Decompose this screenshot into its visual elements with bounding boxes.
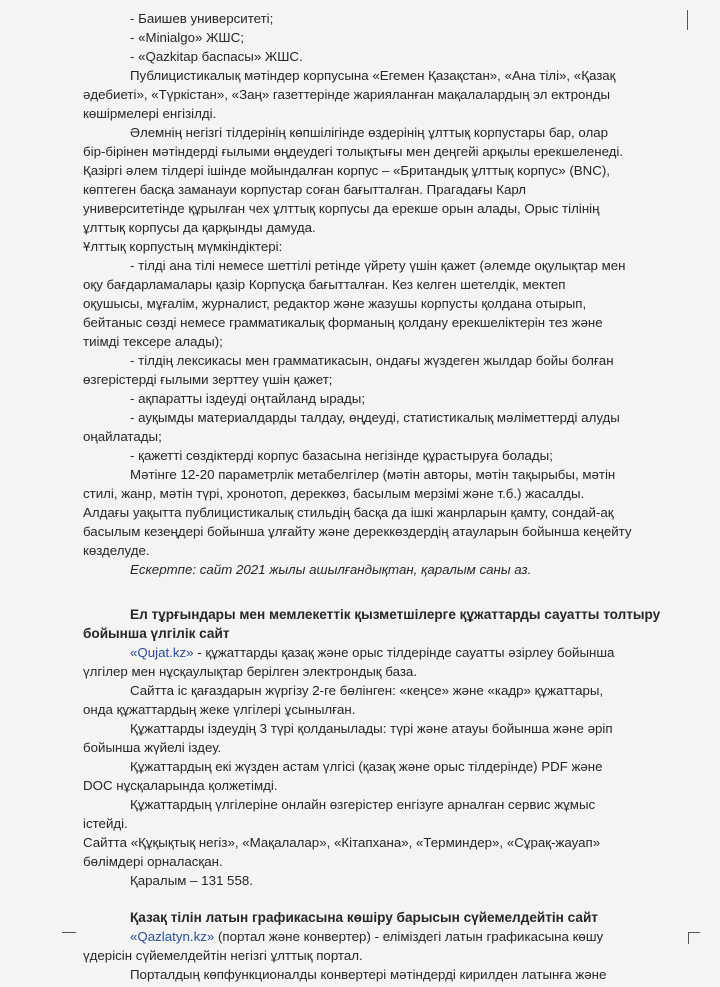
- text-line: [130, 351, 690, 370]
- line-text: үлгілер мен нұсқаулықтар берілген электрондық база.: [83, 664, 418, 679]
- line-text: Порталдың көпфункционалды конвертері мәтіндерді кирилден латынға және: [130, 967, 607, 982]
- text-line: [130, 256, 690, 275]
- line-text: Қазіргі әлем тілдері ішінде мойындалған корпус – «Британдық ұлттық корпус» (BNC),: [83, 163, 610, 178]
- line-text: Сайтта іс қағаздарын жүргізу 2-ге бөлінген: «кеңсе» және «кадр» құжаттары,: [130, 683, 604, 698]
- line-text: Ұлттық корпустың мүмкіндіктері:: [83, 239, 283, 254]
- text-line: [83, 946, 683, 965]
- text-line: [83, 427, 683, 446]
- line-text: көшірмелері енгізілді.: [83, 106, 217, 121]
- text-line: [130, 965, 690, 984]
- line-text: бөлімдері орналасқан.: [83, 854, 223, 869]
- line-text: оңайлатады;: [83, 429, 162, 444]
- line-text: Алдағы уақытта публицистикалық стильдің басқа да ішкі жанрларын қамту, сондай-ақ: [83, 505, 614, 520]
- site-link[interactable]: «Qujat.kz»: [130, 645, 194, 660]
- line-text: бойынша үлгілік сайт: [83, 626, 230, 641]
- line-text: - Баишев университеті;: [130, 11, 274, 26]
- line-text: бойынша жүйелі іздеу.: [83, 740, 222, 755]
- section-heading-line: [83, 624, 683, 643]
- site-link[interactable]: «Qazlatyn.kz»: [130, 929, 215, 944]
- line-text: - «Minialgo» ЖШС;: [130, 30, 244, 45]
- text-line: [83, 814, 683, 833]
- text-line: [83, 522, 683, 541]
- text-line: [83, 142, 683, 161]
- text-line: [130, 757, 690, 776]
- line-text: көптеген басқа заманауи корпустар соған бағытталған. Прагадағы Карл: [83, 182, 527, 197]
- text-line: [130, 871, 690, 890]
- line-text: - тілдің лексикасы мен грамматикасын, ондағы жүздеген жылдар бойы болған: [130, 353, 614, 368]
- text-line: [83, 275, 683, 294]
- text-line: [130, 28, 690, 47]
- text-line: [83, 484, 683, 503]
- line-text: бейтаныс сөзді немесе грамматикалық форманың қолдану ерекшеліктерін тез және: [83, 315, 603, 330]
- text-line: [83, 294, 683, 313]
- line-text: - құжаттарды қазақ және орыс тілдерінде сауатты әзірлеу бойынша: [193, 645, 615, 660]
- line-text: үдерісін сүйемелдейтін негізгі ұлттық портал.: [83, 948, 363, 963]
- section-heading-line: [130, 605, 690, 624]
- line-text: (портал және конвертер) - еліміздегі латын графикасына көшу: [214, 929, 604, 944]
- line-text: Ескертпе: сайт 2021 жылы ашылғандықтан, қаралым саны аз.: [130, 562, 532, 577]
- text-line: [83, 85, 683, 104]
- text-line: [83, 833, 683, 852]
- line-text: бір-бірінен мәтіндерді ғылыми өңдеудегі толықтығы мен деңгейі арқылы ерекшеленеді.: [83, 144, 624, 159]
- line-text: Ел тұрғындары мен мемлекеттік қызметшілерге құжаттарды сауатты толтыру: [130, 607, 661, 622]
- line-text: әдебиеті», «Түркістан», «Заң» газеттерінде жарияланған мақалалардың эл ектронды: [83, 87, 611, 102]
- text-line: [130, 560, 690, 579]
- page-corner-mark: [688, 932, 689, 944]
- line-text: ұлттық корпусы да қарқынды дамуда.: [83, 220, 316, 235]
- text-line: [130, 681, 690, 700]
- line-text: - қажетті сөздіктерді корпус базасына негізінде құрастыруға болады;: [130, 448, 553, 463]
- line-text: басылым кезеңдері бойынша ұлғайту және дереккөздердің атауларын бойынша кеңейту: [83, 524, 632, 539]
- text-line: [83, 313, 683, 332]
- text-line: [130, 795, 690, 814]
- text-line: [83, 852, 683, 871]
- line-text: тиімді тексере алады);: [83, 334, 223, 349]
- text-line: [83, 180, 683, 199]
- line-text: Құжаттардың екі жүзден астам үлгісі (қазақ және орыс тілдерінде) PDF және: [130, 759, 603, 774]
- text-line: [83, 738, 683, 757]
- text-line: [130, 9, 690, 28]
- line-text: Публицистикалық мәтіндер корпусына «Егемен Қазақстан», «Ана тілі», «Қазақ: [130, 68, 616, 83]
- text-line: [130, 66, 690, 85]
- line-text: оқу бағдарламалары қазір Корпусқа бағытталған. Кез келген шетелдік, мектеп: [83, 277, 566, 292]
- text-line: [83, 332, 683, 351]
- text-line: [130, 719, 690, 738]
- text-line: [83, 218, 683, 237]
- line-text: университетінде құрылған чех ұлттық корпусы да ерекше орын алады, Орыс тілінің: [83, 201, 600, 216]
- text-line: [130, 123, 690, 142]
- line-text: оқушысы, мұғалім, журналист, редактор және жазушы корпусты қолдана отырып,: [83, 296, 587, 311]
- line-text: Сайтта «Құқықтық негіз», «Мақалалар», «Кітапхана», «Терминдер», «Сұрақ-жауап»: [83, 835, 601, 850]
- line-text: Қаралым – 131 558.: [130, 873, 253, 888]
- section-heading-line: [130, 908, 690, 927]
- line-text: - «Qazkitap баспасы» ЖШС.: [130, 49, 303, 64]
- text-line: [130, 446, 690, 465]
- line-text: істейді.: [83, 816, 128, 831]
- text-line: [83, 370, 683, 389]
- line-text: Әлемнің негізгі тілдерінің көпшілігінде өздерінің ұлттық корпустары бар, олар: [130, 125, 609, 140]
- text-line: [130, 465, 690, 484]
- line-text: Құжаттардың үлгілеріне онлайн өзгерістер енгізуге арналған сервис жұмыс: [130, 797, 596, 812]
- line-text: Қазақ тілін латын графикасына көшіру барысын сүйемелдейтін сайт: [130, 910, 598, 925]
- line-text: - тілді ана тілі немесе шеттілі ретінде үйрету үшін қажет (әлемде оқулықтар мен: [130, 258, 626, 273]
- line-text: - ақпаратты іздеуді оңтайланд ырады;: [130, 391, 366, 406]
- text-line: [83, 662, 683, 681]
- margin-mark: [62, 932, 76, 933]
- line-text: DOC нұсқаларында қолжетімді.: [83, 778, 278, 793]
- line-text: көзделуде.: [83, 543, 150, 558]
- text-line: [83, 700, 683, 719]
- text-line: [83, 199, 683, 218]
- text-line: [83, 161, 683, 180]
- line-text: өзгерістерді ғылыми зерттеу үшін қажет;: [83, 372, 333, 387]
- line-text: стилі, жанр, мәтін түрі, хронотоп, дереккөз, басылым мерзімі және т.б.) жасалды.: [83, 486, 585, 501]
- text-line: [83, 503, 683, 522]
- text-line: [130, 47, 690, 66]
- page-corner-mark: [688, 932, 700, 933]
- line-text: Мәтінге 12-20 параметрлік метабелгілер (мәтін авторы, мәтін тақырыбы, мәтін: [130, 467, 616, 482]
- line-text: Құжаттарды іздеудің 3 түрі қолданылады: түрі және атауы бойынша және әріп: [130, 721, 613, 736]
- text-line: [83, 541, 683, 560]
- line-text: - ауқымды материалдарды талдау, өңдеуді, статистикалық мәліметтерді алуды: [130, 410, 620, 425]
- text-line: [130, 643, 690, 662]
- text-line: [83, 776, 683, 795]
- text-line: [83, 237, 683, 256]
- text-line: [83, 104, 683, 123]
- text-line: [130, 927, 690, 946]
- text-line: [130, 408, 690, 427]
- line-text: онда құжаттардың жеке үлгілері ұсынылған.: [83, 702, 356, 717]
- text-line: [130, 389, 690, 408]
